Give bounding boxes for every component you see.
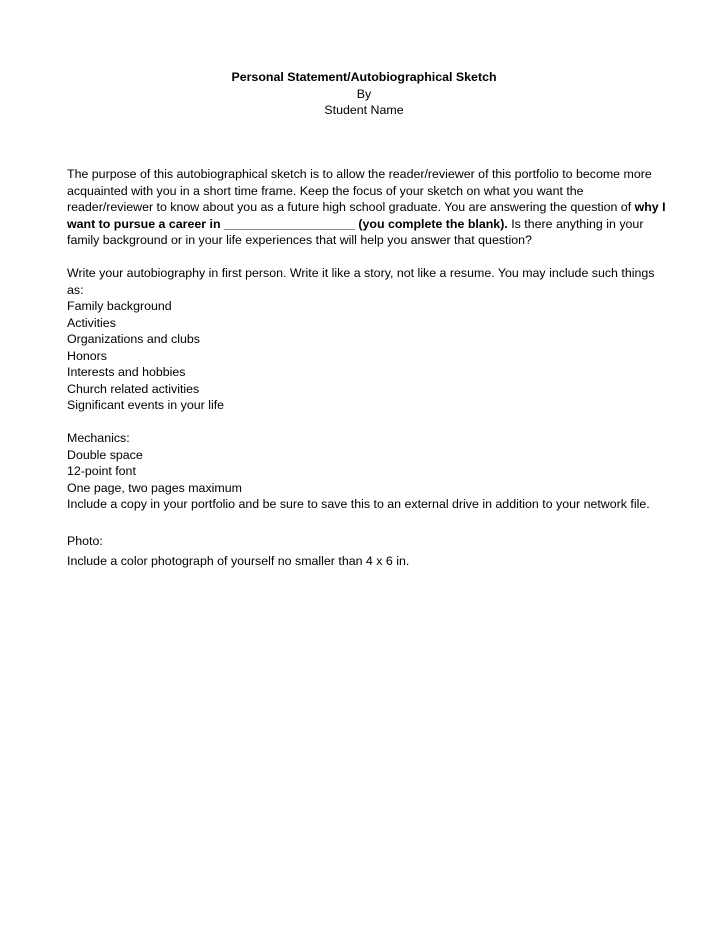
list-item: Include a copy in your portfolio and be sure to save this to an external drive in addition to your network file.	[67, 497, 650, 511]
document-header	[0, 69, 728, 119]
list-item: Activities	[67, 315, 116, 330]
list-item: Family background	[67, 299, 172, 313]
photo-text: Include a color photograph of yourself no smaller than 4 x 6 in.	[67, 554, 410, 568]
mechanics-heading: Mechanics:	[67, 431, 130, 445]
document-title: Personal Statement/Autobiographical Sketch	[231, 70, 497, 84]
list-item: Interests and hobbies	[67, 365, 186, 379]
intro-tail-text: Is there anything in your family background or in your life experiences that will help you answer that question?	[67, 216, 644, 247]
list-item: Double space	[67, 447, 143, 462]
photo-heading: Photo:	[67, 533, 103, 548]
list-item: 12-point font	[67, 464, 136, 478]
list-item: One page, two pages maximum	[67, 480, 242, 495]
document-body	[67, 166, 667, 570]
instructions-lead: Write your autobiography in first person. Write it like a story, not like a resume. You may include such things as:	[67, 266, 655, 297]
intro-question-bold: why I want to pursue a career in ___________________ (you complete the blank).	[67, 200, 666, 231]
list-item: Church related activities	[67, 381, 200, 396]
photo-section	[67, 533, 667, 570]
mechanics-section	[67, 430, 667, 513]
spacer	[67, 513, 667, 533]
intro-paragraph	[67, 166, 667, 249]
spacer	[67, 249, 667, 266]
list-item: Significant events in your life	[67, 398, 225, 412]
byline-student-name: Student Name	[324, 103, 404, 117]
instructions-section	[67, 265, 667, 414]
list-item: Honors	[67, 348, 107, 363]
byline-by: By	[356, 86, 372, 101]
spacer	[67, 414, 667, 431]
intro-text: The purpose of this autobiographical sketch is to allow the reader/reviewer of this portfolio to become more acquainted with you in a short time frame. Keep the focus of your sketch on what you want the reader/reviewer to know about you as a future high school graduate. You are answering the question of	[67, 167, 652, 214]
list-item: Organizations and clubs	[67, 332, 200, 346]
